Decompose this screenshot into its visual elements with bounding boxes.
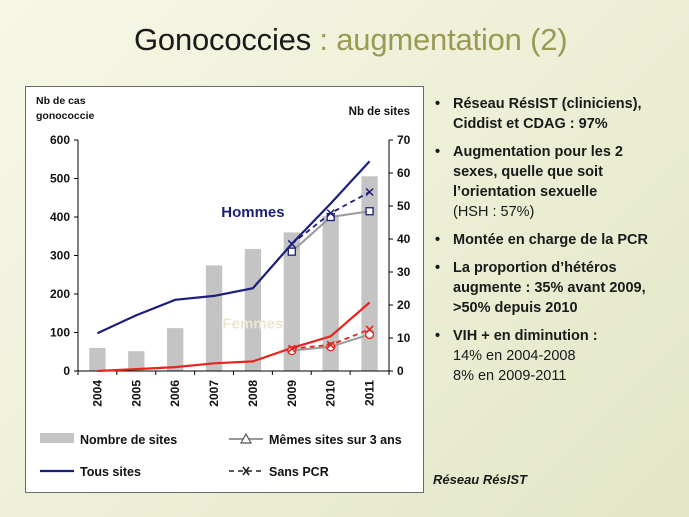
bar-sites-2008 <box>245 249 261 371</box>
bullet-item <box>433 94 685 134</box>
x-tick-label: 2010 <box>323 380 338 407</box>
bullet-line: La proportion d’hétéros <box>453 260 617 276</box>
bullet-line: Réseau RésIST (cliniciens), <box>453 96 642 112</box>
annotation-femmes: Femmes <box>222 315 284 333</box>
right-tick-label: 50 <box>397 199 411 213</box>
bullet-item <box>433 142 685 222</box>
bullet-item <box>433 258 685 318</box>
bullet-list <box>433 94 685 394</box>
x-tick-label: 2007 <box>207 380 222 407</box>
point-hommes-m-mes-sites-sur-3-ans <box>366 208 373 215</box>
x-tick-label: 2011 <box>362 380 377 407</box>
legend-label: Mêmes sites sur 3 ans <box>269 433 402 447</box>
bullet-item <box>433 230 685 250</box>
point-hommes-m-mes-sites-sur-3-ans <box>288 248 295 255</box>
bullet-dot: • <box>435 232 441 248</box>
bullet-item <box>433 326 685 386</box>
bar-sites-2011 <box>361 176 377 371</box>
x-tick-label: 2009 <box>284 380 299 407</box>
bullet-subline: (HSH : 57%) <box>453 204 535 220</box>
gonococcie-chart <box>26 87 423 492</box>
x-tick-label: 2004 <box>90 380 105 407</box>
left-axis-label: gonococcie <box>36 110 95 122</box>
bullet-line: sexes, quelle que soit <box>453 164 603 180</box>
left-axis-label: Nb de cas <box>36 95 86 107</box>
bullet-line: l’orientation sexuelle <box>453 184 598 200</box>
left-tick-label: 100 <box>49 325 70 340</box>
right-axis-label: Nb de sites <box>348 106 410 118</box>
legend-label: Tous sites <box>80 465 141 479</box>
legend-swatch-bars <box>40 433 74 443</box>
legend-label: Sans PCR <box>269 465 329 479</box>
slide-title-rest: : augmentation (2) <box>311 22 568 57</box>
bullet-dot: • <box>435 144 441 160</box>
right-tick-label: 20 <box>397 298 411 312</box>
bar-sites-2006 <box>167 328 183 371</box>
slide-title <box>134 22 674 58</box>
right-tick-label: 30 <box>397 265 411 279</box>
left-tick-label: 600 <box>49 133 70 147</box>
bullet-line: VIH + en diminution : <box>453 328 598 344</box>
x-tick-label: 2008 <box>245 380 260 407</box>
bullet-line: >50% depuis 2010 <box>453 300 578 316</box>
legend-label: Nombre de sites <box>80 433 178 447</box>
bullet-line: Augmentation pour les 2 <box>453 144 623 160</box>
slide-title-main: Gonococcies <box>134 22 312 57</box>
right-tick-label: 70 <box>397 133 411 147</box>
bullet-dot: • <box>435 96 441 112</box>
source-label: Réseau RésIST <box>433 472 527 487</box>
bullet-line: Montée en charge de la PCR <box>453 232 648 248</box>
bullet-dot: • <box>435 328 441 344</box>
bar-sites-2004 <box>89 348 105 371</box>
left-tick-label: 300 <box>49 248 70 263</box>
chart-panel <box>25 86 424 493</box>
annotation-hommes: Hommes <box>221 204 285 221</box>
right-tick-label: 60 <box>397 166 411 180</box>
left-tick-label: 0 <box>63 364 70 378</box>
right-tick-label: 40 <box>397 232 411 246</box>
bullet-line: augmente : 35% avant 2009, <box>453 280 646 296</box>
x-tick-label: 2006 <box>168 380 183 407</box>
x-tick-label: 2005 <box>129 380 144 407</box>
bar-sites-2007 <box>206 265 222 371</box>
right-tick-label: 0 <box>397 364 404 378</box>
bullet-subline: 8% en 2009-2011 <box>453 368 567 384</box>
bullet-subline: 14% en 2004-2008 <box>453 348 576 364</box>
left-tick-label: 400 <box>49 210 70 224</box>
bullet-line: Ciddist et CDAG : 97% <box>453 116 608 132</box>
left-tick-label: 200 <box>49 287 70 301</box>
left-tick-label: 500 <box>49 171 70 186</box>
bullet-dot: • <box>435 260 441 276</box>
right-tick-label: 10 <box>397 331 411 345</box>
